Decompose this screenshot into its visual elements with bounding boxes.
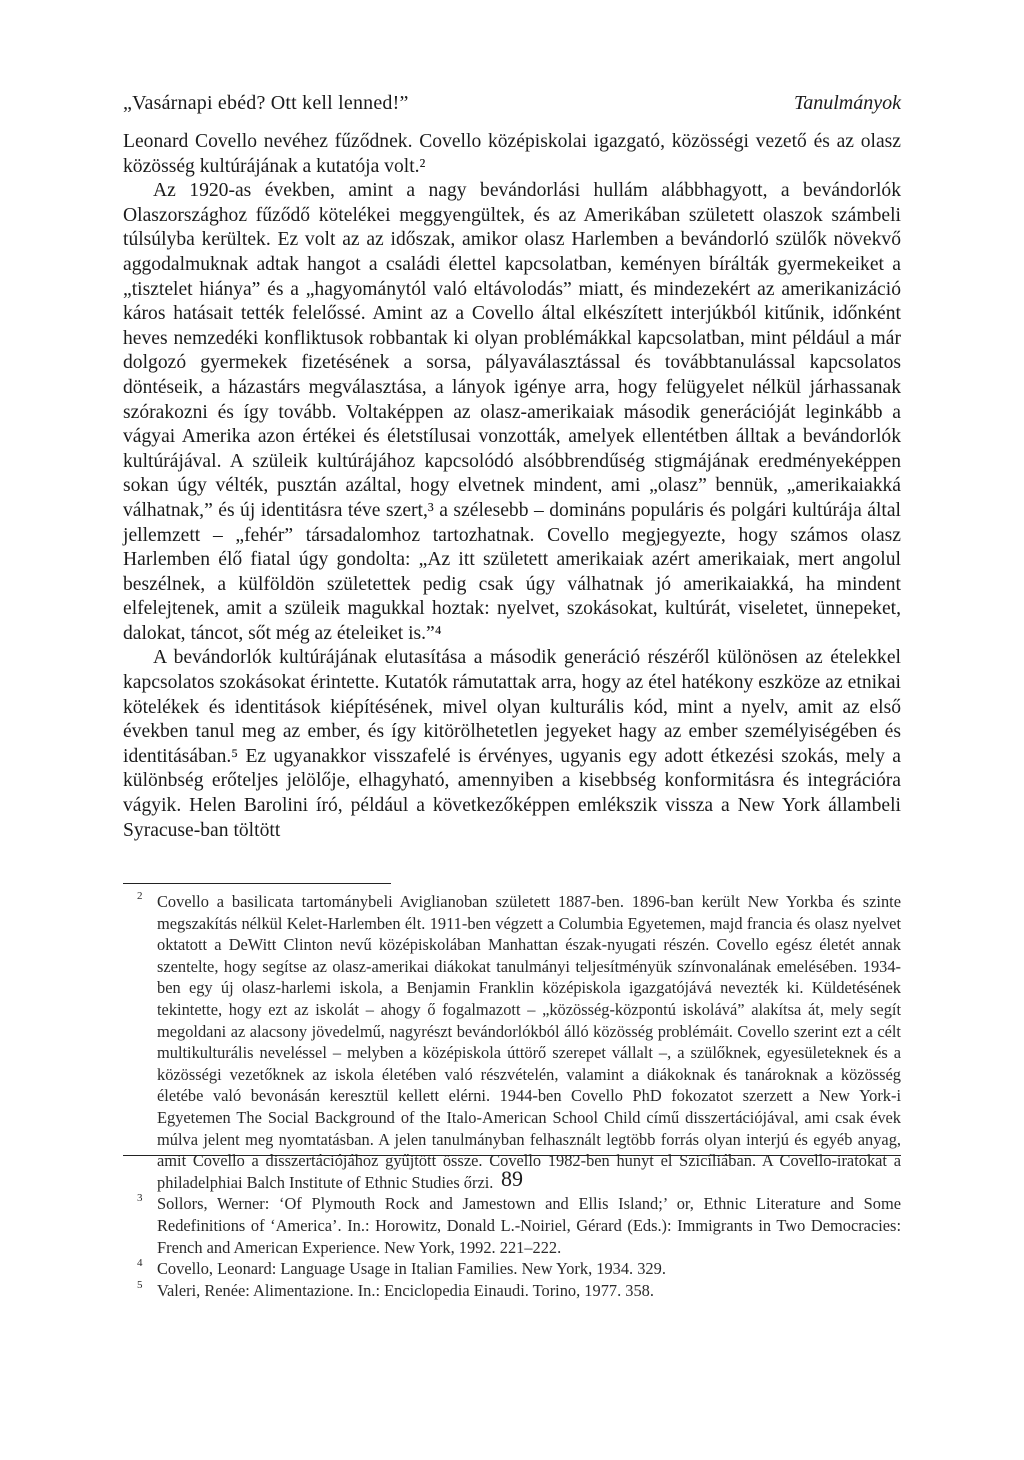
footnote-number: 3 bbox=[137, 1192, 143, 1205]
paragraph: Az 1920-as években, amint a nagy bevándorlási hullám alábbhagyott, a bevándorlók Olaszországhoz fűződő kötelékei meggyengültek, és az Amerikában született olaszok számbeli túlsúlyba kerültek. Ez volt az az időszak, amikor olasz Harlemben a bevándorló szülők növekvő aggodalmuknak adtak hangot a családi élettel kapcsolatban, keményen bírálták gyermekeiket a „tisztelet hiánya” és a „hagyománytól való eltávolodás” miatt, és mindezekért az amerikanizáció káros hatásait tették felelőssé. Amint az a Covello által elkészített interjúkból kitűnik, időnként heves nemzedéki konfliktusok robbantak ki olyan problémákkal kapcsolatban, mint például a már dolgozó gyermekek fizetésének a sorsa, pályaválasztással és továbbtanulással kapcsolatos döntéseik, a házastárs megválasztása, a lányok igénye arra, hogy felügyelet nélkül járhassanak szórakozni és így tovább. Voltaképpen az olasz-amerikaiak második generációját leginkább a vágyai Amerika azon értékei és életstílusai vonzották, amelyek ellentétben álltak a bevándorlók kultúrájával. A szüleik kultúrájához kapcsolódó alsóbbrendűség stigmájának eredményeképpen sokan úgy vélték, pusztán azáltal, hogy elvetnek mindent, ami „olasz” bennük, „amerikaiakká válhatnak,” és új identitásra téve szert,³ a szélesebb – domináns populáris és polgári kultúrája által jellemzett – „fehér” társadalomhoz tartozhatnak. Covello megjegyezte, hogy számos olasz Harlemben élő fiatal úgy gondolta: „Az itt született amerikaiak azért amerikaiak, mert angolul beszélnek, a külföldön születettek pedig csak úgy válhatnak jó amerikaiakká, ha mindent elfelejtenek, amit a szüleik magukkal hoztak: nyelvet, szokásokat, kultúrát, viseletet, ünnepeket, dalokat, táncot, sőt még az ételeiket is.”⁴ bbox=[123, 180, 901, 644]
footnote-text: Sollors, Werner: ‘Of Plymouth Rock and Jamestown and Ellis Island;’ or, Ethnic Literature and Some Redefinitions of ‘America’. In.: Horowitz, Donald L.-Noiriel, Gérard (Eds.): Immigrants in Two Democracies: French and American Experience. New York, 1992. 221–222. bbox=[157, 1194, 901, 1257]
footnote-text: Covello a basilicata tartománybeli Aviglianoban született 1887-ben. 1896-ban került New Yorkba és szinte megszakítás nélkül Kelet-Harlemben élt. 1911-ben végzett a Columbia Egyetemen, majd francia és olasz nyelvet oktatott a DeWitt Clinton nevű középiskolában Manhattan észak-nyugati részén. Covello egész életét annak szentelte, hogy segítse az olasz-amerikai diákokat tanulmányi teljesítményük színvonalának emelésében. 1934-ben egy új olasz-harlemi iskola, a Benjamin Franklin középiskola igazgatójává nevezték ki. Küldetésének tekintette, hogy ezt az iskolát – ahogy ő fogalmazott – „közösség-központú iskolává” alakítsa át, mely segít megoldani az alacsony jövedelmű, nagyrészt bevándorlókból álló közösség problémáit. Covello szerint ezt a célt multikulturális neveléssel – melyben a középiskola úttörő szerepet vállalt –, a szülőknek, egyesületeknek és a közösségi vezetőknek az iskola életében való részvételén, valamint a diákoknak és tanároknak a közösség életébe való bevonásán keresztül kellett elérni. 1944-ben Covello PhD fokozatot szerzett a New York-i Egyetemen The Social Background of the Italo-American School Child című disszertációjával, ami csak évek múlva jelent meg nyomtatásban. A jelen tanulmányban felhasznált legtöbb forrás olyan interjú és egyéb anyag, amit Covello a disszertációjához gyűjtött össze. Covello 1982-ben hunyt el Szicíliában. A Covello-iratokat a philadelphiai Balch Institute of Ethnic Studies őrzi. bbox=[157, 892, 901, 1192]
paragraph: A bevándorlók kultúrájának elutasítása a második generáció részéről különösen az ételekkel kapcsolatos szokásokat érintette. Kutatók rámutattak arra, hogy az étel hatékony eszköze az etnikai kötelékek és identitások kiépítésének, mivel olyan kulturális kód, mint a nyelv, amit az első években tanul meg az ember, és így kitörölhetetlen jegyeket hagy az ember személyiségében és identitásában.⁵ Ez ugyanakkor visszafelé is érvényes, ugyanis egy adott étkezési szokás, mely a különbség erőteljes jelölője, elhagyható, amennyiben a kisebbség konformitásra és integrációra vágyik. Helen Barolini író, például a következőképpen emlékszik vissza a New York állambeli Syracuse-ban töltött bbox=[123, 647, 901, 841]
running-head-section: Tanulmányok bbox=[793, 92, 901, 114]
footnote-2 bbox=[137, 891, 901, 1193]
footnote-number: 5 bbox=[137, 1278, 143, 1291]
footnotes bbox=[137, 891, 901, 1301]
footnote-number: 2 bbox=[137, 890, 143, 902]
footnote-text: Valeri, Renée: Alimentazione. In.: Enciclopedia Einaudi. Torino, 1977. 358. bbox=[157, 1280, 654, 1300]
footnote-3 bbox=[137, 1193, 901, 1258]
paragraph-continuation: Leonard Covello nevéhez fűződnek. Covello középiskolai igazgató, közösségi vezető és az olasz közösség kultúrájának a kutatója volt.² bbox=[123, 131, 901, 177]
bottom-rule bbox=[123, 1155, 901, 1156]
body-text bbox=[123, 130, 901, 843]
footnote-text: Covello, Leonard: Language Usage in Italian Families. New York, 1934. 329. bbox=[157, 1259, 666, 1279]
footnote-5 bbox=[137, 1280, 901, 1302]
footnote-separator bbox=[123, 883, 391, 884]
footnote-4 bbox=[137, 1258, 901, 1280]
running-head bbox=[123, 92, 901, 126]
footnote-number: 4 bbox=[137, 1257, 143, 1270]
running-head-title: „Vasárnapi ebéd? Ott kell lenned!” bbox=[123, 92, 409, 114]
page-number: 89 bbox=[501, 1166, 523, 1191]
